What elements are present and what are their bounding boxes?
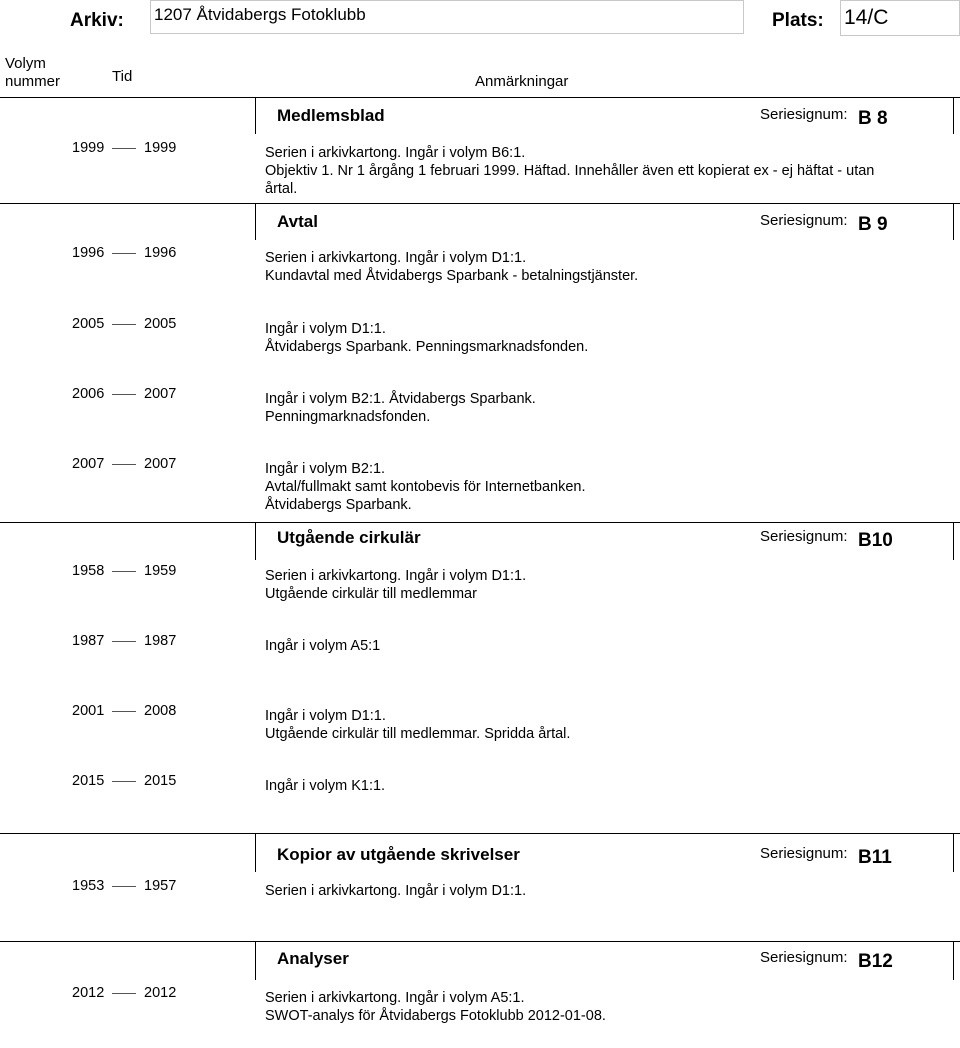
entry-year-from: 2001 <box>72 703 105 719</box>
section-tick-left <box>255 833 256 872</box>
entry-description-line: Utgående cirkulär till medlemmar <box>265 586 477 602</box>
seriesignum-label: Seriesignum: <box>760 212 848 229</box>
entry-description-line: Åtvidabergs Sparbank. Penningsmarknadsfonden. <box>265 339 589 355</box>
entry-year-from: 2015 <box>72 773 105 789</box>
entry-year-dash <box>112 781 136 782</box>
entry-year-from: 1953 <box>72 878 105 894</box>
entry-year-to: 2015 <box>144 773 177 789</box>
section-divider <box>0 97 960 98</box>
seriesignum-label: Seriesignum: <box>760 528 848 545</box>
entry-year-dash <box>112 394 136 395</box>
entry-year-to: 2008 <box>144 703 177 719</box>
entry-description-line: Objektiv 1. Nr 1 årgång 1 februari 1999. Häftad. Innehåller även ett kopierat ex - ej häftat - utan <box>265 163 875 179</box>
entry-description <box>265 567 925 603</box>
seriesignum-value: B11 <box>858 847 892 868</box>
seriesignum-value: B 9 <box>858 214 888 235</box>
seriesignum-value: B 8 <box>858 108 888 129</box>
entry-year-dash <box>112 464 136 465</box>
entry-description-line: Ingår i volym B2:1. <box>265 461 386 477</box>
section-title: Kopior av utgående skrivelser <box>277 845 520 864</box>
entry-description-line: Utgående cirkulär till medlemmar. Spridda årtal. <box>265 726 571 742</box>
entry-description <box>265 390 925 426</box>
entry-year-to: 1987 <box>144 633 177 649</box>
entry-description <box>265 249 925 285</box>
column-tid: Tid <box>112 68 133 85</box>
entry-year-from: 1987 <box>72 633 105 649</box>
entry-year-dash <box>112 711 136 712</box>
entry-description <box>265 637 925 655</box>
entry-description-line: SWOT-analys för Åtvidabergs Fotoklubb 2012-01-08. <box>265 1008 606 1024</box>
entry-year-to: 1996 <box>144 245 177 261</box>
entry-year-from: 1996 <box>72 245 105 261</box>
section-tick-right <box>953 833 954 872</box>
entry-description <box>265 882 925 900</box>
entry-year-from: 1958 <box>72 563 105 579</box>
entry-description <box>265 144 925 198</box>
section-title: Analyser <box>277 949 349 968</box>
entry-description-line: Ingår i volym K1:1. <box>265 778 386 794</box>
entry-description-line: Serien i arkivkartong. Ingår i volym D1:1. <box>265 883 527 899</box>
entry-description-line: Serien i arkivkartong. Ingår i volym D1:1. <box>265 568 527 584</box>
seriesignum-value: B10 <box>858 530 893 551</box>
entry-year-to: 1999 <box>144 140 177 156</box>
entry-year-to: 2007 <box>144 386 177 402</box>
arkiv-field <box>150 0 744 34</box>
entry-description <box>265 777 925 795</box>
section-tick-left <box>255 203 256 240</box>
entry-year-from: 1999 <box>72 140 105 156</box>
section-divider <box>0 522 960 523</box>
section-tick-right <box>953 203 954 240</box>
plats-value: 14/C <box>844 6 889 29</box>
entry-description-line: Kundavtal med Åtvidabergs Sparbank - betalningstjänster. <box>265 268 639 284</box>
entry-year-dash <box>112 641 136 642</box>
entry-description <box>265 707 925 743</box>
plats-label: Plats: <box>772 10 824 31</box>
entry-year-from: 2005 <box>72 316 105 332</box>
entry-description-line: Serien i arkivkartong. Ingår i volym B6:1. <box>265 145 526 161</box>
section-tick-right <box>953 522 954 560</box>
section-divider <box>0 833 960 834</box>
entry-description-line: Serien i arkivkartong. Ingår i volym A5:1. <box>265 990 525 1006</box>
entry-year-from: 2012 <box>72 985 105 1001</box>
arkiv-label: Arkiv: <box>70 10 124 31</box>
entry-year-to: 1959 <box>144 563 177 579</box>
section-title: Utgående cirkulär <box>277 528 421 547</box>
entry-year-to: 2007 <box>144 456 177 472</box>
column-volym-nummer: Volym nummer <box>5 55 61 90</box>
entry-description-line: Serien i arkivkartong. Ingår i volym D1:1. <box>265 250 527 266</box>
section-tick-left <box>255 941 256 980</box>
entry-year-dash <box>112 886 136 887</box>
section-title: Medlemsblad <box>277 106 385 125</box>
entry-description-line: Penningmarknadsfonden. <box>265 409 431 425</box>
entry-year-to: 1957 <box>144 878 177 894</box>
entry-description <box>265 320 925 356</box>
seriesignum-label: Seriesignum: <box>760 949 848 966</box>
entry-year-to: 2005 <box>144 316 177 332</box>
section-tick-left <box>255 97 256 134</box>
entry-description-line: Åtvidabergs Sparbank. <box>265 497 412 513</box>
entry-year-from: 2007 <box>72 456 105 472</box>
section-tick-left <box>255 522 256 560</box>
arkiv-value: 1207 Åtvidabergs Fotoklubb <box>154 5 366 24</box>
entry-year-from: 2006 <box>72 386 105 402</box>
entry-description-line: årtal. <box>265 181 298 197</box>
entry-year-dash <box>112 571 136 572</box>
section-tick-right <box>953 941 954 980</box>
seriesignum-label: Seriesignum: <box>760 845 848 862</box>
section-divider <box>0 941 960 942</box>
entry-description-line: Ingår i volym A5:1 <box>265 638 381 654</box>
entry-year-dash <box>112 324 136 325</box>
section-tick-right <box>953 97 954 134</box>
section-divider <box>0 203 960 204</box>
seriesignum-label: Seriesignum: <box>760 106 848 123</box>
entry-description-line: Avtal/fullmakt samt kontobevis för Internetbanken. <box>265 479 586 495</box>
entry-year-dash <box>112 148 136 149</box>
entry-year-dash <box>112 253 136 254</box>
section-title: Avtal <box>277 212 318 231</box>
entry-description <box>265 460 925 514</box>
plats-field <box>840 0 960 36</box>
entry-description <box>265 989 925 1025</box>
entry-description-line: Ingår i volym B2:1. Åtvidabergs Sparbank. <box>265 391 536 407</box>
column-anmarkningar: Anmärkningar <box>475 73 569 90</box>
entry-year-dash <box>112 993 136 994</box>
entry-description-line: Ingår i volym D1:1. <box>265 321 386 337</box>
seriesignum-value: B12 <box>858 951 893 972</box>
entry-description-line: Ingår i volym D1:1. <box>265 708 386 724</box>
entry-year-to: 2012 <box>144 985 177 1001</box>
